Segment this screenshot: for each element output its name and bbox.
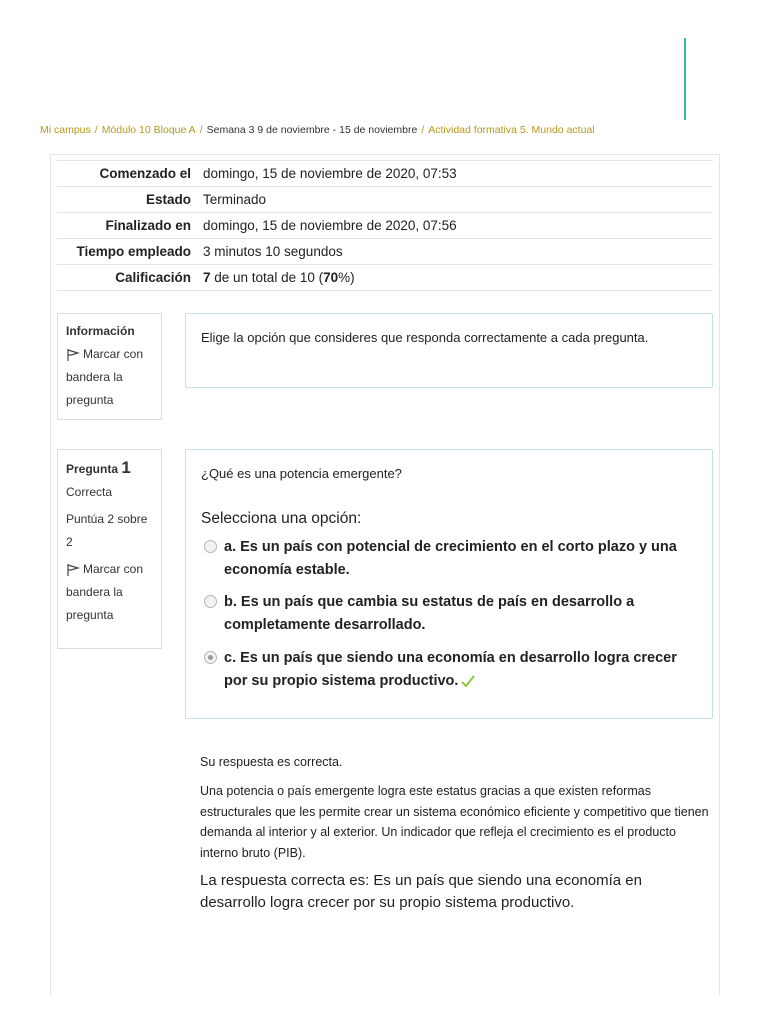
summary-row-grade xyxy=(57,265,713,291)
question-info-panel xyxy=(57,449,162,649)
answer-option-label-wrap xyxy=(224,647,694,693)
flag-question-link[interactable] xyxy=(66,343,153,412)
breadcrumb-separator: / xyxy=(421,124,425,136)
flag-label: Marcar con bandera la pregunta xyxy=(66,562,144,622)
summary-row-finished xyxy=(57,213,713,239)
breadcrumb-separator: / xyxy=(94,124,98,136)
breadcrumb-link-activity[interactable]: Actividad formativa 5. Mundo actual xyxy=(428,124,595,136)
summary-label: Estado xyxy=(57,187,197,213)
grade-percent: 70 xyxy=(323,270,339,285)
feedback-result: Su respuesta es correcta. xyxy=(200,755,343,769)
flag-question-link[interactable] xyxy=(66,558,153,627)
answer-option-label: b. Es un país que cambia su estatus de país en desarrollo a completamente desarrollado. xyxy=(224,594,635,633)
breadcrumb-link-campus[interactable]: Mi campus xyxy=(40,124,91,136)
grade-score: 7 xyxy=(203,270,211,285)
grade-middle: de un total de 10 ( xyxy=(210,270,324,285)
radio-button[interactable] xyxy=(204,595,217,608)
checkmark-icon xyxy=(460,674,476,688)
header-divider xyxy=(684,38,686,120)
radio-button-selected[interactable] xyxy=(204,651,217,664)
select-option-label: Selecciona una opción: xyxy=(201,510,362,527)
summary-row-time xyxy=(57,239,713,265)
question-number xyxy=(66,456,153,481)
flag-label: Marcar con bandera la pregunta xyxy=(66,347,144,407)
breadcrumb xyxy=(40,124,595,136)
attempt-summary-table xyxy=(57,160,713,291)
summary-row-started xyxy=(57,161,713,187)
question-score: Puntúa 2 sobre 2 xyxy=(66,512,148,549)
summary-value: domingo, 15 de noviembre de 2020, 07:56 xyxy=(197,213,713,239)
answer-option-c[interactable] xyxy=(204,647,694,693)
summary-label: Calificación xyxy=(57,265,197,291)
summary-value xyxy=(197,265,713,291)
question-prefix: Pregunta xyxy=(66,462,119,476)
answer-option-b[interactable] xyxy=(204,591,694,637)
summary-label: Tiempo empleado xyxy=(57,239,197,265)
info-panel xyxy=(57,313,162,420)
summary-value: Terminado xyxy=(197,187,713,213)
answer-option-a[interactable] xyxy=(204,536,694,582)
question-text: ¿Qué es una potencia emergente? xyxy=(201,466,402,481)
breadcrumb-week: Semana 3 9 de noviembre - 15 de noviembre xyxy=(206,124,418,136)
radio-button[interactable] xyxy=(204,540,217,553)
question-number-value: 1 xyxy=(121,458,131,477)
answer-option-label: a. Es un país con potencial de crecimiento en el corto plazo y una economía estable. xyxy=(224,539,677,578)
flag-icon xyxy=(66,348,80,362)
info-text: Elige la opción que consideres que responda correctamente a cada pregunta. xyxy=(201,330,649,345)
summary-value: domingo, 15 de noviembre de 2020, 07:53 xyxy=(197,161,713,187)
answer-option-label: c. Es un país que siendo una economía en desarrollo logra crecer por su propio sistema productivo. xyxy=(224,650,677,689)
grade-end: ) xyxy=(350,270,355,285)
feedback-explanation: Una potencia o país emergente logra este estatus gracias a que existen reformas estructurales que les permite crear un sistema económico eficiente y competitivo que tienen demanda al interior y al exterior. Un indicador que refleja el crecimiento es el producto interno bruto (PIB). xyxy=(200,784,709,860)
correct-answer-text: La respuesta correcta es: Es un país que siendo una economía en desarrollo logra crecer por su propio sistema productivo. xyxy=(200,872,642,911)
flag-icon xyxy=(66,563,80,577)
summary-label: Finalizado en xyxy=(57,213,197,239)
question-box xyxy=(185,449,713,719)
breadcrumb-link-module[interactable]: Módulo 10 Bloque A xyxy=(101,124,196,136)
summary-value: 3 minutos 10 segundos xyxy=(197,239,713,265)
summary-row-status xyxy=(57,187,713,213)
info-panel-title: Información xyxy=(66,324,135,338)
info-text-box xyxy=(185,313,713,388)
question-status: Correcta xyxy=(66,485,113,499)
grade-percent-suffix: % xyxy=(338,270,351,285)
summary-label: Comenzado el xyxy=(57,161,197,187)
breadcrumb-separator: / xyxy=(199,124,203,136)
